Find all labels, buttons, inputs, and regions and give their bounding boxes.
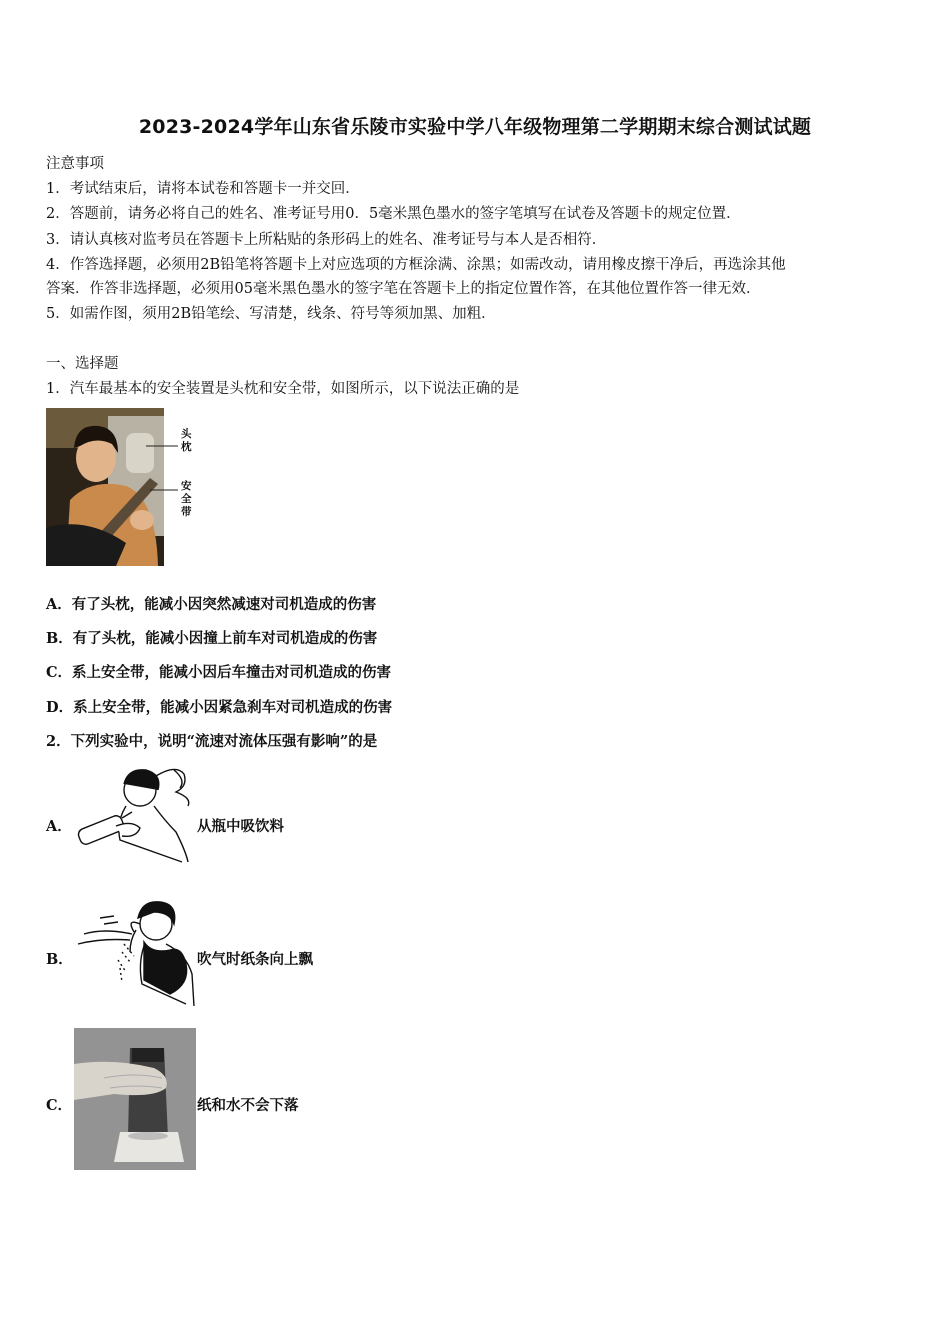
question-2-option-c-text: 纸和水不会下落: [197, 1097, 299, 1114]
driver-seatbelt-image: [46, 408, 196, 566]
notice-item-4-cont: 答案．作答非选择题，必须用05毫米黑色墨水的签字笔在答题卡上的指定位置作答，在其他位置作答一律无效．: [46, 281, 761, 297]
question-1-option-d: D．系上安全带，能减小因紧急刹车对司机造成的伤害: [46, 699, 393, 716]
notice-item-3: 3．请认真核对监考员在答题卡上所粘贴的条形码上的姓名、准考证号与本人是否相符．: [46, 232, 607, 248]
notice-item-5: 5．如需作图，须用2B铅笔绘、写清楚，线条、符号等须加黑、加粗．: [46, 306, 496, 322]
question-1-option-c: C．系上安全带，能减小因后车撞击对司机造成的伤害: [46, 664, 392, 681]
seatbelt-label: 安全带: [181, 480, 192, 518]
inverted-glass-paper-image: [74, 1028, 196, 1170]
question-1-option-a: A．有了头枕，能减小因突然减速对司机造成的伤害: [46, 596, 377, 613]
question-1-stem: 1．汽车最基本的安全装置是头枕和安全带，如图所示，以下说法正确的是: [46, 381, 520, 397]
page-title: 2023-2024学年山东省乐陵市实验中学八年级物理第二学期期末综合测试试题: [138, 116, 812, 138]
blowing-paper-image: [74, 894, 198, 1008]
question-2-option-c-letter: C．: [46, 1097, 73, 1114]
question-2-option-a-text: 从瓶中吸饮料: [197, 818, 284, 835]
notice-item-1: 1．考试结束后，请将本试卷和答题卡一并交回．: [46, 181, 360, 197]
question-2-option-b-text: 吹气时纸条向上飘: [197, 951, 313, 968]
notice-item-2: 2．答题前，请务必将自己的姓名、准考证号用0．5毫米黑色墨水的签字笔填写在试卷及答题卡的规定位置．: [46, 206, 741, 222]
drinking-bottle-image: [76, 762, 200, 866]
section-heading: 一、选择题: [46, 356, 119, 372]
headrest-label: 头枕: [181, 428, 192, 453]
question-1-option-b: B．有了头枕，能减小因撞上前车对司机造成的伤害: [46, 630, 378, 647]
notice-item-4: 4．作答选择题，必须用2B铅笔将答题卡上对应选项的方框涂满、涂黑；如需改动，请用橡皮擦干净后，再选涂其他: [46, 257, 786, 273]
question-1-figure: [46, 408, 196, 566]
question-2-option-a-letter: A．: [46, 818, 72, 835]
question-2-stem: 2．下列实验中，说明“流速对流体压强有影响”的是: [46, 733, 378, 750]
notice-heading: 注意事项: [46, 156, 104, 172]
question-2-option-b-letter: B．: [46, 951, 73, 968]
